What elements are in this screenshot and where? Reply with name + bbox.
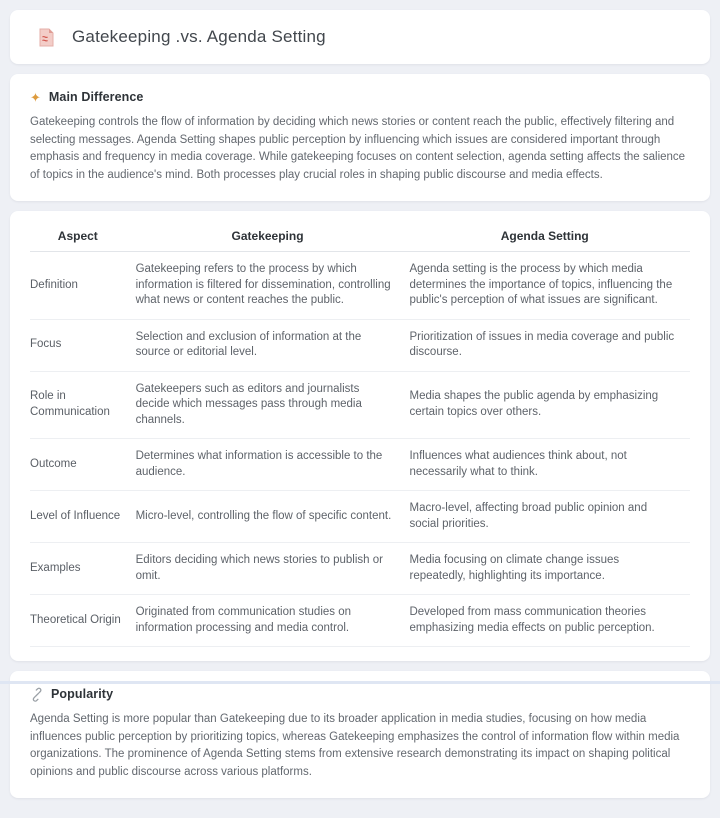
table-row <box>30 252 690 320</box>
gatekeeping-cell: Micro-level, controlling the flow of specific content. <box>136 491 410 543</box>
comparison-table-section <box>10 211 710 661</box>
agenda-setting-cell: Agenda setting is the process by which media determines the importance of topics, influencing the public's perception of what issues are significant. <box>409 252 690 320</box>
agenda-setting-cell: Media shapes the public agenda by emphasizing certain topics over others. <box>409 371 690 439</box>
aspect-label: Examples <box>30 543 136 595</box>
main-difference-section <box>10 74 710 201</box>
table-header-row <box>30 223 690 252</box>
table-row <box>30 371 690 439</box>
main-difference-heading <box>30 90 690 104</box>
table-row <box>30 491 690 543</box>
agenda-setting-cell: Macro-level, affecting broad public opinion and social priorities. <box>409 491 690 543</box>
popularity-section <box>10 671 710 798</box>
title-card <box>10 10 710 64</box>
column-header-agenda-setting: Agenda Setting <box>409 223 690 252</box>
main-difference-text: Gatekeeping controls the flow of information by deciding which news stories or content reach the public, effectively filtering and selecting messages. Agenda Setting shapes public perception by influencing which issues are considered important through emphasis and frequency in media coverage. While gatekeeping focuses on content selection, agenda setting affects the salience of topics in the audience's mind. Both processes play crucial roles in shaping public discourse and media effects. <box>30 116 686 181</box>
page-title: Gatekeeping .vs. Agenda Setting <box>72 27 326 46</box>
gatekeeping-cell: Editors deciding which news stories to publish or omit. <box>136 543 410 595</box>
link-icon <box>30 688 43 701</box>
aspect-label: Level of Influence <box>30 491 136 543</box>
agenda-setting-cell: Media focusing on climate change issues repeatedly, highlighting its importance. <box>409 543 690 595</box>
column-header-gatekeeping: Gatekeeping <box>136 223 410 252</box>
aspect-label: Definition <box>30 252 136 320</box>
sparkle-icon: ✦ <box>30 89 41 105</box>
gatekeeping-cell: Originated from communication studies on information processing and media control. <box>136 595 410 647</box>
agenda-setting-cell: Developed from mass communication theories emphasizing media effects on public perception. <box>409 595 690 647</box>
aspect-label: Theoretical Origin <box>30 595 136 647</box>
aspect-label: Role in Communication <box>30 371 136 439</box>
document-icon <box>38 28 55 47</box>
table-row <box>30 439 690 491</box>
gatekeeping-cell: Selection and exclusion of information at the source or editorial level. <box>136 319 410 371</box>
main-difference-heading-label: Main Difference <box>48 90 144 104</box>
table-row <box>30 319 690 371</box>
agenda-setting-cell: Prioritization of issues in media coverage and public discourse. <box>409 319 690 371</box>
bottom-strip <box>0 681 720 684</box>
aspect-label: Outcome <box>30 439 136 491</box>
popularity-heading <box>30 687 690 701</box>
popularity-heading-label: Popularity <box>51 687 114 701</box>
table-row <box>30 543 690 595</box>
column-header-aspect: Aspect <box>30 223 136 252</box>
agenda-setting-cell: Influences what audiences think about, not necessarily what to think. <box>409 439 690 491</box>
table-row <box>30 595 690 647</box>
aspect-label: Focus <box>30 319 136 371</box>
gatekeeping-cell: Determines what information is accessible to the audience. <box>136 439 410 491</box>
popularity-text: Agenda Setting is more popular than Gatekeeping due to its broader application in media studies, focusing on how media influences public perception by prioritizing topics, whereas Gatekeeping emphasizes the control of information flow within media organizations. The prominence of Agenda Setting stems from extensive research demonstrating its impact on shaping political opinions and public discourse across various platforms. <box>30 713 680 778</box>
gatekeeping-cell: Gatekeepers such as editors and journalists decide which messages pass through media channels. <box>136 371 410 439</box>
comparison-table <box>30 223 690 647</box>
gatekeeping-cell: Gatekeeping refers to the process by which information is filtered for dissemination, controlling what news or content reaches the public. <box>136 252 410 320</box>
